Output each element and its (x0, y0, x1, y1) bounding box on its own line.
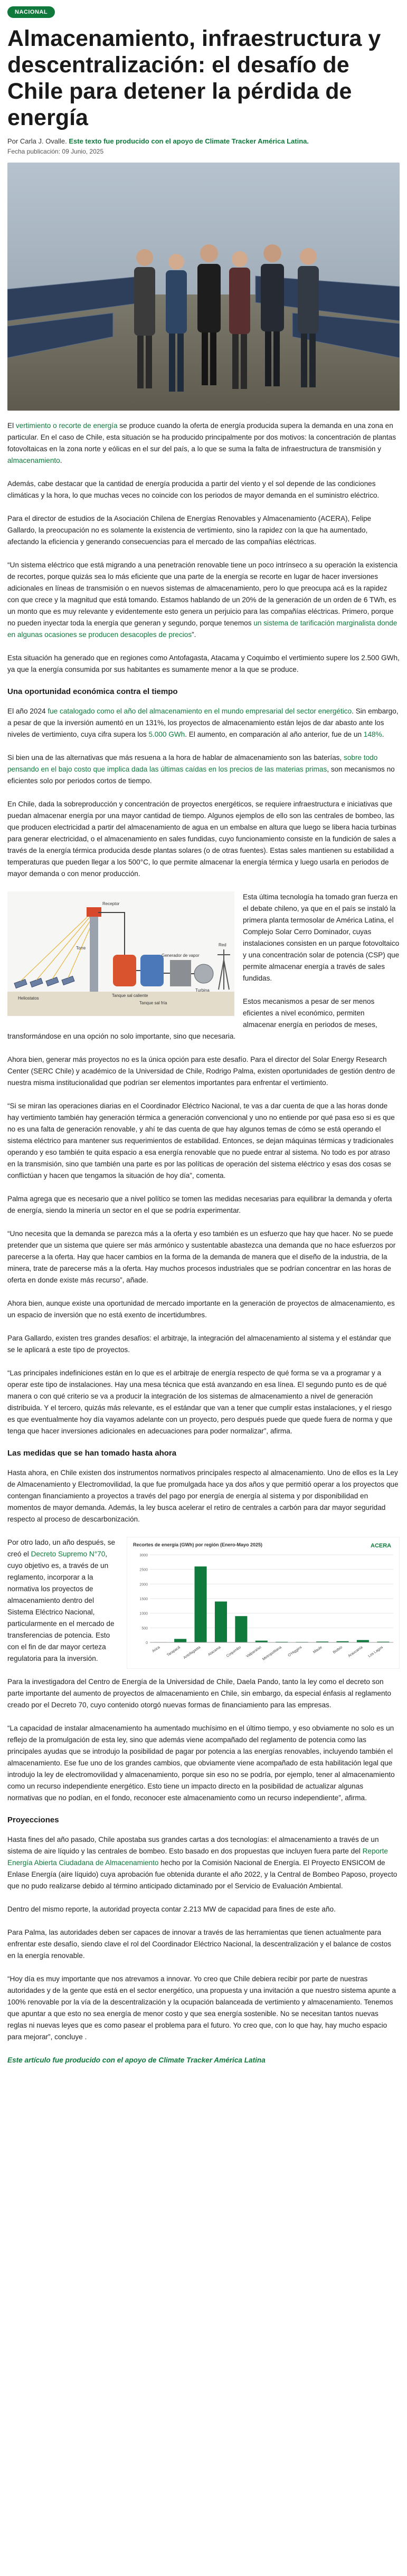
hero-photo-art (7, 163, 400, 411)
chart-bar (195, 1566, 207, 1642)
link-materias-primas[interactable]: sobre todo pensando en el bajo costo que implica dada las últimas caídas en los precios de las materias primas (7, 754, 378, 773)
link-148[interactable]: 148% (363, 730, 382, 738)
link-almacenamiento[interactable]: almacenamiento (7, 457, 60, 464)
paragraph-15: Ahora bien, aunque existe una oportunidad de mercado importante en la generación de proyectos de almacenamiento, es un espacio de inversión que no está exento de incertidumbres. (7, 1299, 395, 1319)
chart-y-tick: 0 (146, 1641, 148, 1645)
diagram-label-cold-tank: Tanque sal fría (139, 1001, 167, 1005)
chart-y-tick: 500 (141, 1627, 148, 1631)
turbine-graphic (194, 964, 213, 983)
chart-y-tick: 1000 (139, 1612, 148, 1616)
paragraph-9: Esta última tecnología ha tomado gran fuerza en el debate chileno, ya que en el país se instaló la primera planta termosolar de América Latina, el Complejo Solar Cerro Dominador, cuyas instalaciones consisten en un parque fotovoltaico y una concentración solar de potencia (CSP) que permite almacenar energía a través de sales fundidas. (243, 893, 400, 982)
chart-y-tick: 2500 (139, 1568, 148, 1572)
footer-note: Este artículo fue producido con el apoyo de Climate Tracker América Latina (7, 2056, 266, 2064)
chart-x-tick: Maule (313, 1645, 323, 1655)
paragraph-3: Para el director de estudios de la Asociación Chilena de Energías Renovables y Almacenamiento (ACERA), Felipe Gallardo, la preocupación no es solamente la existencia de vertimiento, sino la rapidez con la que ha aumentado, afectando la eficiencia y generando consecuencias para el mercado de las compañías eléctricas. (7, 515, 372, 546)
category-badge[interactable]: NACIONAL (7, 6, 55, 18)
chart-side-text (7, 1537, 118, 1676)
chart-title: Recortes de energía (GWh) por región (Enero-Mayo 2025) (133, 1542, 263, 1547)
paragraph-10b: transformándose en una opción no solo importante, sino que necesaria. (7, 1032, 236, 1040)
diagram-label-grid: Red (219, 943, 226, 947)
paragraph-24: Para Palma, las autoridades deben ser capaces de innovar a través de las herramientas que tienen actualmente para enfrentar este desafío, siendo clave el rol del Coordinador Eléctrico Nacional, la descentralización y el balance de costos en la energía renovable. (7, 1928, 391, 1960)
paragraph-2: Además, cabe destacar que la cantidad de energía producida a partir del viento y el sol depende de las condiciones climáticas y la hora, lo que muchas veces no coincide con los periodos de mayor demanda en el suministro eléctrico. (7, 480, 380, 499)
paragraph-23: Dentro del mismo reporte, la autoridad proyecta contar 2.213 MW de capacidad para fines de este año. (7, 1905, 336, 1913)
section-heading-medidas: Las medidas que se han tomado hasta ahora (7, 1449, 177, 1458)
chart-x-tick: Los Lagos (367, 1645, 384, 1659)
diagram-label-turbine: Turbina (195, 988, 210, 993)
chart-x-tick: Arica (152, 1645, 161, 1653)
byline (7, 136, 400, 147)
paragraph-12: “Si se miran las operaciones diarias en el Coordinador Eléctrico Nacional, te vas a dar cuenta de que a las horas donde hay vertimiento también hay generación térmica a generación convencional y uno no entiende por qué pasa eso si es que no es una falta de generación renovable, y ahí te das cuenta de que hay algunos temas de cómo se está operando el sistema eléctrico para mantener sus requerimientos de estabilidad. Entonces, se dejan máquinas térmicas y tradicionales operando y eso también te quita espacio a esa energía renovable que no puede entrar al sistema. No todo es por atraso en la transmisión, sino que también una parte es por las políticas de operación del sistema eléctrico y esas dos cosas se conflictúan y hacen que tengamos la situación de hoy día”, comenta. (7, 1102, 395, 1180)
diagram-label-hot-tank: Tanque sal caliente (112, 993, 148, 998)
chart-bar (215, 1602, 227, 1642)
chart-x-tick: Antofagasta (183, 1645, 202, 1660)
chart-y-tick: 3000 (139, 1554, 148, 1557)
curtailment-chart-svg (127, 1537, 400, 1669)
csp-side-text (243, 891, 400, 1031)
chart-x-tick: Biobío (332, 1645, 344, 1655)
chart-row (7, 1537, 400, 1676)
paragraph-7: Si bien una de las alternativas que más resuena a la hora de hablar de almacenamiento son las baterías, sobre todo pensando en el bajo costo que implica dada las últimas caídas en los precios de las materias primas, son mecanismos no eficientes solo por periodos cortos de tiempo. (7, 754, 395, 785)
csp-diagram-svg (7, 891, 234, 1016)
paragraph-6: El año 2024 fue catalogado como el año del almacenamiento en el mundo empresarial del sector energético. Sin embargo, a pesar de que la inversión aumentó en un 131%, los proyectos de almacenamiento están lejos de dar abasto ante los niveles de vertimiento, cuya cifra supera los 5.000 GWh. El aumento, en comparación al año anterior, fue de un 148%. (7, 707, 399, 738)
diagram-label-receiver: Receptor (102, 901, 120, 906)
link-reporte-energia[interactable]: Reporte Energía Abierta Ciudadana de Almacenamiento (7, 1847, 388, 1867)
article-title: Almacenamiento, infraestructura y descentralización: el desafío de Chile para detener la pérdida de energía (7, 26, 381, 130)
link-5000-gwh[interactable]: 5.000 GWh (148, 730, 185, 738)
paragraph-13: Palma agrega que es necesario que a nivel político se tomen las medidas necesarias para equilibrar la demanda y oferta de energía, siendo la minería un sector en el que se podría experimentar. (7, 1195, 392, 1214)
chart-x-tick: Coquimbo (225, 1645, 242, 1658)
diagram-label-heliostats: Heliostatos (18, 996, 39, 1001)
csp-figure-row (7, 891, 400, 1031)
link-tarificacion[interactable]: un sistema de tarificación marginalista donde en algunas ocasiones se producen desacoples de precios (7, 619, 397, 639)
chart-bar (357, 1640, 369, 1642)
support-note: Este texto fue producido con el apoyo de Climate Tracker América Latina. (69, 137, 309, 145)
paragraph-1: El vertimiento o recorte de energía se produce cuando la oferta de energía producida supera la demanda en una zona en particular. En el caso de Chile, esta situación se ha producido principalmente por dos motivos: la concentración de plantas fotovoltaicas en la zona norte y eólicas en el sur del país, a lo que se suma la falta de infraestructura de transmisión y almacenamiento. (7, 422, 396, 464)
paragraph-16: Para Gallardo, existen tres grandes desafíos: el arbitraje, la integración del almacenamiento al sistema y el estándar que se le aplicará a este tipo de proyectos. (7, 1334, 391, 1354)
chart-bar (174, 1639, 186, 1642)
chart-y-tick: 2000 (139, 1583, 148, 1587)
paragraph-19: Por otro lado, un año después, se creó el Decreto Supremo N°70, cuyo objetivo es, a través de un reglamento, incorporar a la normativa los proyectos de almacenamiento dentro del Sistema Eléctrico Nacional, particularmente en el mercado de transferencias de potencia. Esto con el fin de dar mayor certeza regulatoria para la inversión. (7, 1538, 116, 1662)
chart-x-tick: Tarapacá (166, 1645, 181, 1658)
section-heading-proyecciones: Proyecciones (7, 1815, 59, 1824)
diagram-label-steam-gen: Generador de vapor (162, 953, 200, 958)
chart-x-tick: Metropolitana (262, 1645, 282, 1661)
steam-generator-graphic (170, 960, 191, 986)
publish-date: Fecha publicación: 09 Junio, 2025 (7, 148, 104, 155)
section-heading-oportunidad: Una oportunidad económica contra el tiempo (7, 687, 178, 696)
tower-graphic (90, 912, 98, 992)
chart-x-tick: Araucanía (347, 1645, 364, 1658)
author: Por Carla J. Ovalle. (7, 137, 67, 145)
csp-diagram (7, 891, 234, 1016)
link-decreto-70[interactable]: Decreto Supremo N°70 (31, 1550, 106, 1558)
paragraph-5: Esta situación ha generado que en regiones como Antofagasta, Atacama y Coquimbo el vertimiento supere los 2.500 GWh, ya que la energía consumida por sus habitantes es sumamente menor a la que se produce. (7, 654, 400, 673)
diagram-label-tower: Torre (76, 946, 86, 950)
chart-x-tick: Atacama (207, 1645, 222, 1657)
paragraph-11: Ahora bien, generar más proyectos no es la única opción para este desafío. Para el director del Solar Energy Research Center (SERC Chile) y académico de la Universidad de Chile, Rodrigo Palma, existen oportunidades de gestión dentro de nuestra misma institucionalidad que podrían ser elementos importantes para enfrentar el vertimiento. (7, 1056, 395, 1087)
cold-tank-graphic (140, 955, 164, 986)
chart-bar (235, 1616, 247, 1642)
paragraph-18: Hasta ahora, en Chile existen dos instrumentos normativos principales respecto al almacenamiento. Uno de ellos es la Ley de Almacenamiento y Electromovilidad, la que fue promulgada hace ya dos años y que permitió operar a los proyectos que contengan financiamiento a proyectos a través del pago por energía de energía al sistema y por disponibilidad en momentos de mayor demanda. Además, la ley busca acelerar el retiro de centrales a carbón para dar mayor seguridad respecto al proceso de descarbonización. (7, 1469, 399, 1523)
paragraph-25: “Hoy día es muy importante que nos atrevamos a innovar. Yo creo que Chile debiera recibir por parte de nuestras autoridades y de la gente que está en el sector energético, una propuesta y una invitación a que nuestro sistema apunte a 100% renovable por la vía de la descentralización y la ocupación balanceada de vertimiento y almacenamiento. Tenemos que apuntar a que esto no sea energía de menor costo y que sea energía sostenible. No se necesitan tantos nuevas reglas ni nuevas leyes que es como pasear el problema para el futuro. Yo creo que, con lo que hay, hay mucho espacio para mejorar”, concluye . (7, 1975, 396, 2041)
hot-tank-graphic (113, 955, 136, 986)
curtailment-chart (127, 1537, 400, 1669)
link-vertimiento[interactable]: vertimiento o recorte de energía (15, 422, 118, 430)
hero-photo (7, 163, 400, 411)
chart-x-tick: Valparaíso (245, 1645, 262, 1659)
paragraph-14: “Uno necesita que la demanda se parezca más a la oferta y eso también es un esfuerzo que hay que hacer. No se puede pretender que un sistema que quiere ser más armónico y sustentable abastezca una demanda que no hace esfuerzos por parecerse a la oferta. Hay que hacer cambios en la forma de la demanda de manera que el diseño de la industria, de la minera, trate de parecerse más a la oferta. Hay muchos procesos industriales que se podrían concentrar en las horas de oferta en donde existe más recurso”, añade. (7, 1230, 396, 1284)
chart-x-tick: O'Higgins (287, 1645, 303, 1658)
link-ano-almacenamiento[interactable]: fue catalogado como el año del almacenamiento en el mundo empresarial del sector energético (48, 707, 352, 715)
paragraph-21: “La capacidad de instalar almacenamiento ha aumentado muchísimo en el último tiempo, y eso obviamente no solo es un reflejo de la promulgación de esta ley, sino que además viene acompañado del reglamento de potencia como las principales ayudas que se introdujo la posibilidad de pagar por potencia a las energías renovables, incluyendo también el almacenamiento. Ese fue uno de los grandes cambios, que obviamente viene acompañado de esta habilitación legal que introdujo la ley de electromovilidad y almacenamiento, porque sin eso no se podría, por ejemplo, tener al almacenamiento como un recurso independiente energético. Esto tiene un impacto directo en la posibilidad de actualizar algunas normativas que no podían, en el fondo, reconocer este almacenamiento como un recurso independiente”, afirma. (7, 1724, 395, 1802)
paragraph-8: En Chile, dada la sobreproducción y concentración de proyectos energéticos, se requiere infraestructura e iniciativas que puedan almacenar energía por una mayor cantidad de tiempo. Algunos ejemplos de ello son las centrales de bombeo, las que producen electricidad a partir del almacenamiento de agua en un embalse en altura que luego se libera hacia turbinas para generar electricidad, o el almacenamiento en sales fundidas, cuyo funcionamiento consiste en la fundición de sales a través de la energía térmica producida desde plantas solares (o de otras fuentes). Estas sales mantienen su estabilidad a temperaturas que pueden llegar a los 500°C, lo que permite almacenar la energía térmica y luego usarla en periodos de mayor demanda o con menor producción. (7, 800, 396, 878)
paragraph-20: Para la investigadora del Centro de Energía de la Universidad de Chile, Daela Pando, tanto la ley como el decreto son parte importante del aumento de proyectos de almacenamiento en Chile, sin embargo, da especial énfasis al reglamento creado por el Decreto 70, cuyo contenido otorgó nuevas formas de financiamiento para las empresas. (7, 1678, 391, 1709)
paragraph-4: “Un sistema eléctrico que está migrando a una penetración renovable tiene un poco intrínseco a su operación la existencia de recortes, porque quizás sea lo más eficiente que una parte de la energía se recorte en lugar de hacer inversiones adicionales en líneas de transmisión o en nuevos sistemas de almacenamiento, pero lo que preocupa acá es la rapidez con que crece y la magnitud que está tomando. Estamos hablando de un 20% de la generación de un orden de 6 TWh, es un monto que es muy relevante y evidentemente esto genera un perjuicio para las compañías eléctricas. Primero, porque no pueden inyectar toda la energía que generan y segundo, porque tenemos un sistema de tarificación marginalista donde en algunas ocasiones se producen desacoples de precios”. (7, 561, 398, 639)
paragraph-10a: Estos mecanismos a pesar de ser menos eficientes a nivel económico, permiten almacenar energía en periodos de meses, (243, 997, 377, 1029)
chart-y-tick: 1500 (139, 1598, 148, 1601)
paragraph-17: “Las principales indefiniciones están en lo que es el arbitraje de energía respecto de qué forma se va a programar y a operar este tipo de instalaciones. Hay una mesa técnica que está avanzando en esa línea. El segundo punto es de qué manera o con qué criterio se va a producir la integración de los sistemas de almacenamiento a nivel de generación distribuida. Y el tercero, quizás más relevante, es el estándar que van a tener que cumplir estas instalaciones, y el riesgo es que eventualmente hoy día vayamos adelante con un proyecto, pero después puede que quede fuera de norma y que tenga que hacer inversiones adicionales en adecuaciones para poder normalizar”, afirma. (7, 1369, 393, 1435)
chart-source-logo: ACERA (371, 1543, 392, 1549)
paragraph-22: Hasta fines del año pasado, Chile apostaba sus grandes cartas a dos tecnologías: el almacenamiento a través de un sistema de aire líquido y las centrales de bombeo. Esto basado en dos propuestas que incluyen fuera parte del Reporte Energía Abierta Ciudadana de Almacenamiento hecho por la Comisión Nacional de Energía. El Proyecto ENSICOM de Enlase Energía (aire líquido) cuya aprobación fue obtenida durante el año 2022, y la Central de Bombeo Paposo, proyecto que no pudo realizarse debido al término anticipado dictaminado por el Servicio de Evaluación Ambiental. (7, 1836, 397, 1890)
